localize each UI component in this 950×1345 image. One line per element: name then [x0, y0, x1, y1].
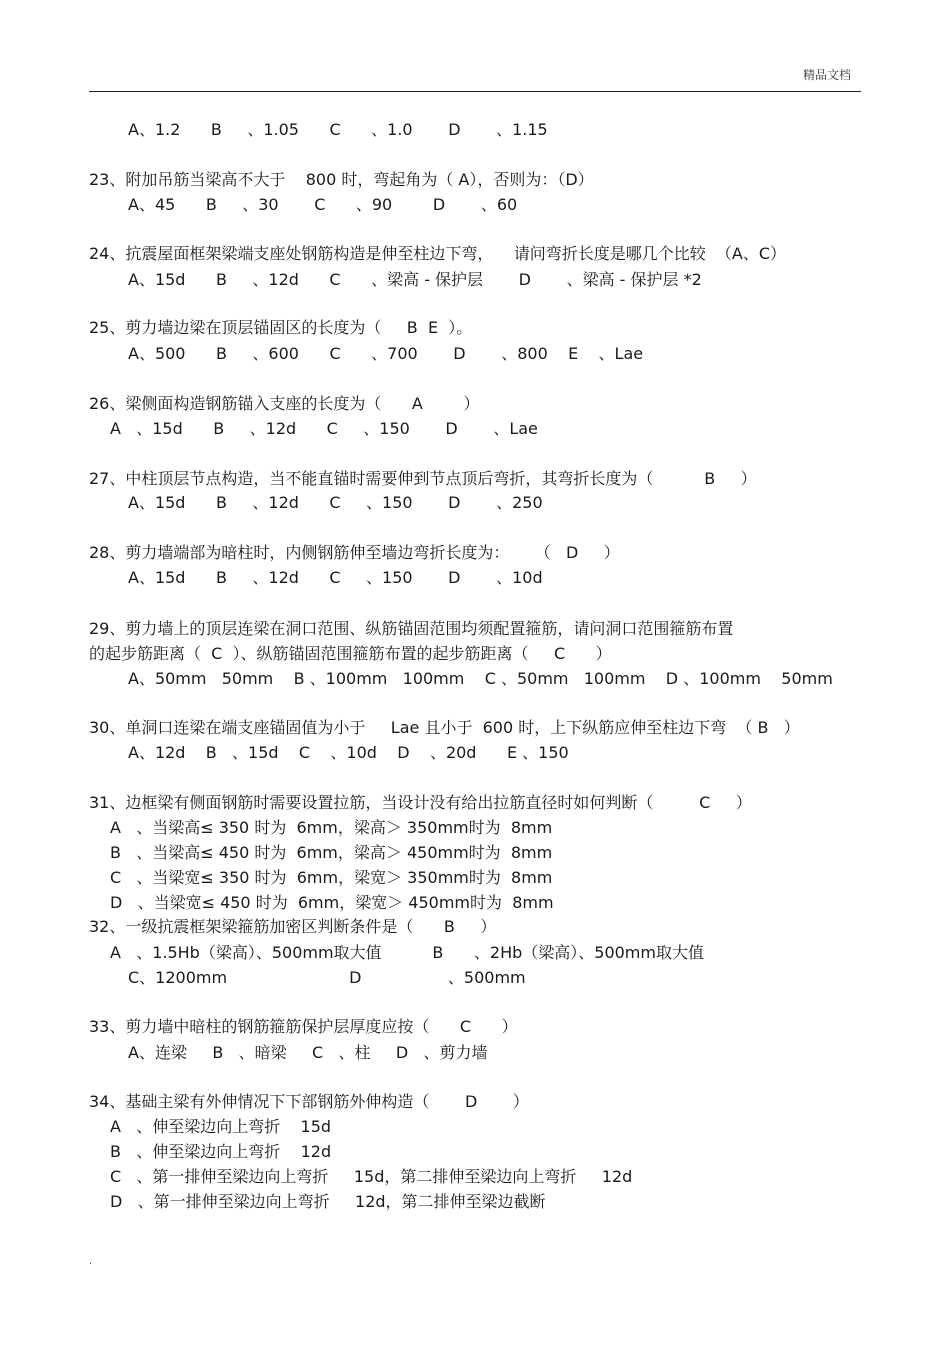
question-24: 24、抗震屋面框架梁端支座处钢筋构造是伸至柱边下弯， 请问弯折长度是哪几个比较 （A、C）: [89, 244, 786, 263]
question-23: 23、附加吊筋当梁高不大于 800 时，弯起角为（ A），否则为：（D）: [89, 170, 594, 189]
question-31: 31、边框梁有侧面钢筋时需要设置拉筋，当设计没有给出拉筋直径时如何判断（ C ）: [89, 793, 752, 812]
options-23: A、45 B 、30 C 、90 D 、60: [128, 195, 518, 214]
question-30: 30、单洞口连梁在端支座锚固值为小于 Lae 且小于 600 时，上下纵筋应伸至柱边下弯 （ B ）: [89, 718, 800, 737]
option-34-d: D 、第一排伸至梁边向上弯折 12d，第二排伸至梁边截断: [110, 1192, 546, 1211]
question-32: 32、一级抗震框架梁箍筋加密区判断条件是（ B ）: [89, 917, 497, 936]
option-31-a: A 、当梁高≤ 350 时为 6mm，梁高＞ 350mm时为 8mm: [110, 818, 553, 837]
options-26: A 、15d B 、12d C 、150 D 、Lae: [110, 419, 538, 438]
question-25: 25、剪力墙边梁在顶层锚固区的长度为（ B E ）。: [89, 318, 473, 337]
options-32-ab: A 、1.5Hb（梁高）、500mm取大值 B 、2Hb（梁高）、500mm取大值: [110, 943, 704, 962]
options-28: A、15d B 、12d C 、150 D 、10d: [128, 568, 543, 587]
question-28: 28、剪力墙端部为暗柱时，内侧钢筋伸至墙边弯折长度为： （ D ）: [89, 543, 620, 562]
options-25: A、500 B 、600 C 、700 D 、800 E 、Lae: [128, 344, 644, 363]
question-27: 27、中柱顶层节点构造，当不能直锚时需要伸到节点顶后弯折，其弯折长度为（ B ）: [89, 469, 757, 488]
option-34-c: C 、第一排伸至梁边向上弯折 15d，第二排伸至梁边向上弯折 12d: [110, 1167, 633, 1186]
options-24: A、15d B 、12d C 、梁高 - 保护层 D 、梁高 - 保护层 *2: [128, 270, 702, 289]
header-rule: [89, 91, 861, 92]
option-31-d: D 、当梁宽≤ 450 时为 6mm，梁宽＞ 450mm时为 8mm: [110, 893, 554, 912]
options-32-cd: C、1200mm D 、500mm: [128, 968, 526, 987]
header-label: 精品文档: [803, 68, 852, 82]
option-34-a: A 、伸至梁边向上弯折 15d: [110, 1117, 332, 1136]
option-31-b: B 、当梁高≤ 450 时为 6mm，梁高＞ 450mm时为 8mm: [110, 843, 553, 862]
options-30: A、12d B 、15d C 、10d D 、20d E 、150: [128, 743, 569, 762]
option-31-c: C 、当梁宽≤ 350 时为 6mm，梁宽＞ 350mm时为 8mm: [110, 868, 553, 887]
question-34: 34、基础主梁有外伸情况下下部钢筋外伸构造（ D ）: [89, 1092, 529, 1111]
option-34-b: B 、伸至梁边向上弯折 12d: [110, 1142, 332, 1161]
question-26: 26、梁侧面构造钢筋锚入支座的长度为（ A ）: [89, 394, 480, 413]
answer-line: A、1.2 B 、1.05 C 、1.0 D 、1.15: [128, 120, 548, 139]
footer-mark: .: [89, 1256, 93, 1267]
options-33: A、连梁 B 、暗梁 C 、柱 D 、剪力墙: [128, 1043, 488, 1062]
options-27: A、15d B 、12d C 、150 D 、250: [128, 493, 543, 512]
question-29: 29、剪力墙上的顶层连梁在洞口范围、纵筋锚固范围均须配置箍筋，请问洞口范围箍筋布置: [89, 619, 734, 638]
options-29: A、50mm 50mm B 、100mm 100mm C 、50mm 100mm D 、100mm 50mm: [128, 669, 833, 688]
question-33: 33、剪力墙中暗柱的钢筋箍筋保护层厚度应按（ C ）: [89, 1017, 518, 1036]
question-29-cont: 的起步筋距离（ C ）、纵筋锚固范围箍筋布置的起步筋距离（ C ）: [89, 644, 612, 663]
